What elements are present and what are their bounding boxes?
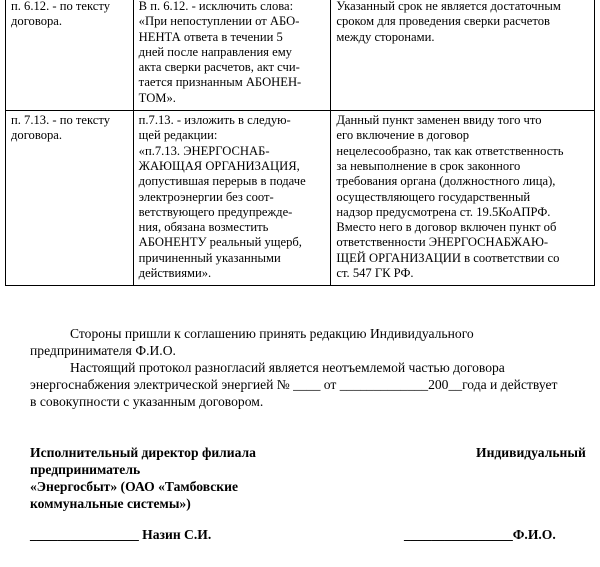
reason-cell: Данный пункт заменен ввиду того что его включение в договор нецелесообразно, так как ответственность за невыполнение в срок законного требования органа (должностного лица), осуществляющего государственный надзор предусмотрена ст. 19.5КоАПРФ. Вместо него в договор включен пункт об ответственности ЭНЕРГОСНАБЖАЮ- ЩЕЙ ОРГАНИЗАЦИИ в соответствии со ст. 547 ГК РФ. xyxy=(331,111,595,286)
table-row xyxy=(6,0,595,111)
agreement-paragraph-line: Стороны пришли к соглашению принять редакцию Индивидуального xyxy=(70,326,474,341)
left-signatory-org: коммунальные системы») xyxy=(30,496,191,511)
protocol-paragraph-line: энергоснабжения электрической энергией № ____ от _____________200__года и действует xyxy=(30,377,558,392)
left-signatory-title: предприниматель xyxy=(30,462,141,477)
right-signatory-title: Индивидуальный xyxy=(476,445,586,460)
left-signatory-title: Исполнительный директор филиала xyxy=(30,445,256,460)
change-cell: п.7.13. - изложить в следую- щей редакции: «п.7.13. ЭНЕРГОСНАБ- ЖАЮЩАЯ ОРГАНИЗАЦИЯ, допустившая перерыв в подаче электроэнергии без соот- ветствующего предупрежде- ния, обязана возместить АБОНЕНТУ реальный ущерб, причиненный указанными действиями». xyxy=(133,111,331,286)
left-signatory-org: «Энергосбыт» (ОАО «Тамбовские xyxy=(30,479,238,494)
clause-cell: п. 7.13. - по тексту договора. xyxy=(6,111,134,286)
protocol-paragraph-line: Настоящий протокол разногласий является неотъемлемой частью договора xyxy=(70,360,505,375)
reason-cell: Указанный срок не является достаточным сроком для проведения сверки расчетов между сторонами. xyxy=(331,0,595,111)
clause-cell: п. 6.12. - по тексту договора. xyxy=(6,0,134,111)
right-signature-line: ________________Ф.И.О. xyxy=(404,527,556,542)
agreement-paragraph-line: предпринимателя Ф.И.О. xyxy=(30,343,176,358)
protocol-paragraph-line: в совокупности с указанным договором. xyxy=(30,394,264,409)
table-row xyxy=(6,111,595,286)
left-signature-line: ________________ Назин С.И. xyxy=(30,527,212,542)
change-cell: В п. 6.12. - исключить слова: «При непоступлении от АБО- НЕНТА ответа в течении 5 дней после направления ему акта сверки расчетов, акт счи- тается признанным АБОНЕН- ТОМ». xyxy=(133,0,331,111)
disagreements-table xyxy=(5,0,595,286)
